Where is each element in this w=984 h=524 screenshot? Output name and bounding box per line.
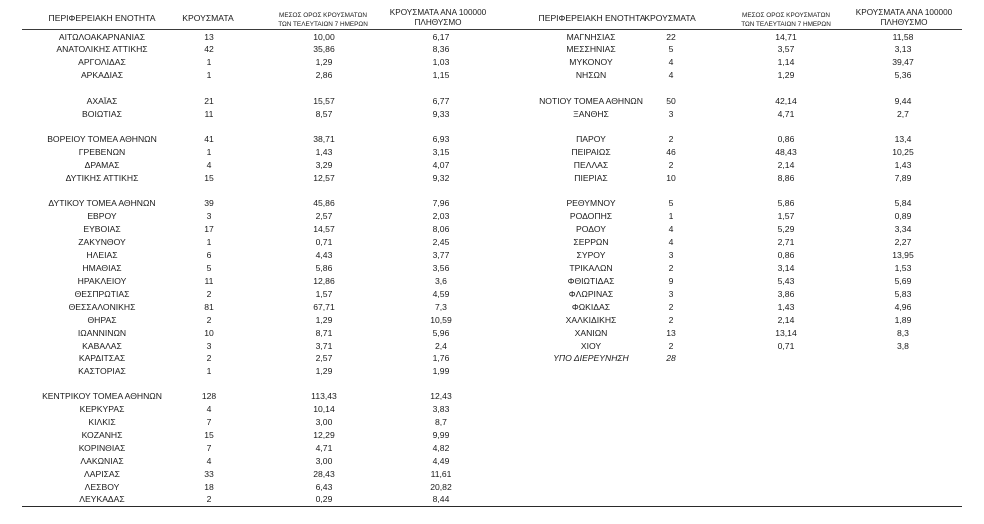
- left-cell-region: ΛΑΚΩΝΙΑΣ: [80, 456, 124, 466]
- left-cell-avg7: 0,71: [315, 237, 333, 247]
- left-cell-region: ΚΑΒΑΛΑΣ: [82, 341, 122, 351]
- left-cell-region: ΘΕΣΣΑΛΟΝΙΚΗΣ: [68, 302, 136, 312]
- right-cell-region: ΠΕΙΡΑΙΩΣ: [571, 147, 611, 157]
- left-cell-avg7: 4,43: [315, 250, 333, 260]
- left-cell-avg7: 67,71: [313, 302, 335, 312]
- left-cell-per100k: 3,83: [432, 404, 450, 414]
- left-header-avg7: [258, 11, 388, 29]
- left-cell-region: ΘΕΣΠΡΩΤΙΑΣ: [74, 289, 130, 299]
- left-header-per100k: [376, 8, 500, 28]
- left-cell-avg7: 3,00: [315, 417, 333, 427]
- left-cell-region: ΗΜΑΘΙΑΣ: [82, 263, 122, 273]
- left-cell-cases: 2: [206, 315, 212, 325]
- left-cell-per100k: 20,82: [430, 482, 452, 492]
- left-cell-region: ΒΟΙΩΤΙΑΣ: [82, 109, 122, 119]
- left-header-avg7-line2: ΤΩΝ ΤΕΛΕΥΤΑΙΩΝ 7 ΗΜΕΡΩΝ: [278, 21, 368, 28]
- right-header-per100k-line1: ΚΡΟΥΣΜΑΤΑ ΑΝΑ 100000: [855, 8, 953, 17]
- left-cell-region: ΑΝΑΤΟΛΙΚΗΣ ΑΤΤΙΚΗΣ: [56, 44, 148, 54]
- left-cell-per100k: 7,96: [432, 198, 450, 208]
- left-cell-avg7: 5,86: [315, 263, 333, 273]
- left-cell-cases: 2: [206, 353, 212, 363]
- right-cell-cases: 5: [668, 198, 674, 208]
- right-cell-per100k: 2,27: [894, 237, 912, 247]
- left-cell-cases: 1: [206, 57, 212, 67]
- right-cell-cases: 2: [668, 160, 674, 170]
- right-cell-per100k: 8,3: [897, 328, 909, 338]
- left-cell-cases: 15: [204, 430, 214, 440]
- right-cell-per100k: 5,84: [894, 198, 912, 208]
- right-cell-avg7: 1,14: [777, 57, 795, 67]
- right-cell-cases: 22: [666, 32, 676, 42]
- left-cell-cases: 21: [204, 96, 214, 106]
- left-cell-cases: 1: [206, 147, 212, 157]
- left-cell-avg7: 1,29: [315, 366, 333, 376]
- right-header-region: ΠΕΡΙΦΕΡΕΙΑΚΗ ΕΝΟΤΗΤΑ: [538, 13, 646, 23]
- right-cell-avg7: 3,86: [777, 289, 795, 299]
- left-cell-per100k: 6,17: [432, 32, 450, 42]
- left-cell-avg7: 8,57: [315, 109, 333, 119]
- left-cell-region: ΑΡΓΟΛΙΔΑΣ: [78, 57, 126, 67]
- left-cell-region: ΚΟΡΙΝΘΙΑΣ: [78, 443, 126, 453]
- right-cell-avg7: 4,71: [777, 109, 795, 119]
- right-cell-cases: 28: [666, 353, 676, 363]
- right-cell-avg7: 42,14: [775, 96, 797, 106]
- right-cell-cases: 4: [668, 237, 674, 247]
- right-header-avg7: [726, 11, 846, 29]
- left-cell-region: ΚΑΡΔΙΤΣΑΣ: [78, 353, 126, 363]
- left-cell-avg7: 28,43: [313, 469, 335, 479]
- left-cell-per100k: 7,3: [435, 302, 447, 312]
- left-cell-per100k: 1,99: [432, 366, 450, 376]
- left-cell-per100k: 3,15: [432, 147, 450, 157]
- right-cell-region: ΜΥΚΟΝΟΥ: [569, 57, 613, 67]
- left-cell-region: ΛΑΡΙΣΑΣ: [84, 469, 120, 479]
- left-cell-avg7: 1,29: [315, 57, 333, 67]
- left-cell-per100k: 2,4: [435, 341, 447, 351]
- right-cell-region: ΡΟΔΟΥ: [576, 224, 606, 234]
- left-cell-per100k: 8,06: [432, 224, 450, 234]
- left-cell-region: ΒΟΡΕΙΟΥ ΤΟΜΕΑ ΑΘΗΝΩΝ: [47, 134, 157, 144]
- left-cell-per100k: 6,77: [432, 96, 450, 106]
- left-cell-cases: 81: [204, 302, 214, 312]
- right-cell-per100k: 3,8: [897, 341, 909, 351]
- right-cell-cases: 9: [668, 276, 674, 286]
- right-cell-per100k: 7,89: [894, 173, 912, 183]
- right-header-per100k-line2: ΠΛΗΘΥΣΜΟ: [880, 18, 928, 27]
- left-cell-avg7: 12,86: [313, 276, 335, 286]
- right-header-avg7-line2: ΤΩΝ ΤΕΛΕΥΤΑΙΩΝ 7 ΗΜΕΡΩΝ: [741, 21, 831, 28]
- left-cell-cases: 4: [206, 160, 212, 170]
- left-header-avg7-line1: ΜΕΣΟΣ ΟΡΟΣ ΚΡΟΥΣΜΑΤΩΝ: [279, 12, 367, 19]
- left-cell-region: ΚΑΣΤΟΡΙΑΣ: [78, 366, 126, 376]
- left-cell-per100k: 12,43: [430, 391, 452, 401]
- left-cell-per100k: 8,7: [435, 417, 447, 427]
- left-cell-avg7: 12,57: [313, 173, 335, 183]
- right-cell-cases: 50: [666, 96, 676, 106]
- right-cell-region: ΧΙΟΥ: [580, 341, 602, 351]
- left-cell-cases: 13: [204, 32, 214, 42]
- left-cell-region: ΖΑΚΥΝΘΟΥ: [78, 237, 126, 247]
- right-cell-per100k: 4,96: [894, 302, 912, 312]
- right-cell-region: ΜΑΓΝΗΣΙΑΣ: [566, 32, 616, 42]
- left-cell-cases: 2: [206, 289, 212, 299]
- left-cell-region: ΚΕΝΤΡΙΚΟΥ ΤΟΜΕΑ ΑΘΗΝΩΝ: [42, 391, 162, 401]
- left-cell-avg7: 38,71: [313, 134, 335, 144]
- right-cell-region: ΠΕΛΛΑΣ: [573, 160, 609, 170]
- right-cell-avg7: 3,14: [777, 263, 795, 273]
- right-cell-per100k: 2,7: [897, 109, 909, 119]
- left-cell-cases: 7: [206, 417, 212, 427]
- right-cell-cases: 2: [668, 302, 674, 312]
- right-cell-avg7: 1,43: [777, 302, 795, 312]
- right-cell-avg7: 2,71: [777, 237, 795, 247]
- right-cell-per100k: 5,69: [894, 276, 912, 286]
- right-cell-cases: 13: [666, 328, 676, 338]
- left-cell-cases: 1: [206, 366, 212, 376]
- left-cell-avg7: 0,29: [315, 494, 333, 504]
- left-header-region: ΠΕΡΙΦΕΡΕΙΑΚΗ ΕΝΟΤΗΤΑ: [48, 13, 156, 23]
- left-cell-per100k: 6,93: [432, 134, 450, 144]
- left-cell-avg7: 2,57: [315, 353, 333, 363]
- left-cell-region: ΓΡΕΒΕΝΩΝ: [78, 147, 126, 157]
- left-cell-cases: 11: [204, 276, 214, 286]
- left-cell-avg7: 1,29: [315, 315, 333, 325]
- left-cell-cases: 3: [206, 341, 212, 351]
- left-cell-region: ΔΥΤΙΚΟΥ ΤΟΜΕΑ ΑΘΗΝΩΝ: [48, 198, 156, 208]
- left-cell-cases: 6: [206, 250, 212, 260]
- left-cell-cases: 3: [206, 211, 212, 221]
- left-cell-avg7: 12,29: [313, 430, 335, 440]
- left-cell-cases: 39: [204, 198, 214, 208]
- left-cell-cases: 18: [204, 482, 214, 492]
- right-cell-region: ΠΙΕΡΙΑΣ: [574, 173, 608, 183]
- left-cell-region: ΗΡΑΚΛΕΙΟΥ: [77, 276, 127, 286]
- right-cell-region: ΦΩΚΙΔΑΣ: [571, 302, 611, 312]
- right-cell-cases: 4: [668, 70, 674, 80]
- right-cell-cases: 1: [668, 211, 674, 221]
- left-cell-per100k: 4,82: [432, 443, 450, 453]
- right-cell-region: ΡΟΔΟΠΗΣ: [569, 211, 613, 221]
- left-cell-cases: 4: [206, 404, 212, 414]
- left-cell-region: ΑΙΤΩΛΟΑΚΑΡΝΑΝΙΑΣ: [58, 32, 146, 42]
- left-cell-cases: 11: [204, 109, 214, 119]
- right-cell-cases: 3: [668, 250, 674, 260]
- left-cell-per100k: 10,59: [430, 315, 452, 325]
- left-cell-cases: 4: [206, 456, 212, 466]
- left-cell-cases: 41: [204, 134, 214, 144]
- right-cell-per100k: 3,34: [894, 224, 912, 234]
- right-cell-avg7: 2,14: [777, 315, 795, 325]
- left-cell-per100k: 8,44: [432, 494, 450, 504]
- right-cell-cases: 2: [668, 341, 674, 351]
- right-cell-cases: 5: [668, 44, 674, 54]
- right-cell-avg7: 3,57: [777, 44, 795, 54]
- left-cell-per100k: 5,96: [432, 328, 450, 338]
- left-cell-region: ΕΒΡΟΥ: [87, 211, 117, 221]
- right-cell-cases: 2: [668, 134, 674, 144]
- right-cell-region: ΡΕΘΥΜΝΟΥ: [566, 198, 616, 208]
- left-cell-avg7: 8,71: [315, 328, 333, 338]
- left-cell-avg7: 113,43: [311, 391, 337, 401]
- left-cell-cases: 15: [204, 173, 214, 183]
- left-cell-per100k: 3,6: [435, 276, 447, 286]
- left-cell-per100k: 3,56: [432, 263, 450, 273]
- left-cell-per100k: 1,15: [432, 70, 450, 80]
- right-cell-avg7: 1,57: [777, 211, 795, 221]
- right-cell-region: ΦΘΙΩΤΙΔΑΣ: [567, 276, 615, 286]
- right-cell-per100k: 5,83: [894, 289, 912, 299]
- left-cell-cases: 1: [206, 237, 212, 247]
- left-cell-region: ΗΛΕΙΑΣ: [86, 250, 118, 260]
- right-cell-region: ΦΛΩΡΙΝΑΣ: [568, 289, 614, 299]
- right-cell-per100k: 13,4: [894, 134, 912, 144]
- right-cell-avg7: 0,86: [777, 250, 795, 260]
- right-header-cases: ΚΡΟΥΣΜΑΤΑ: [644, 13, 696, 23]
- left-cell-per100k: 1,76: [432, 353, 450, 363]
- left-header-per100k-line1: ΚΡΟΥΣΜΑΤΑ ΑΝΑ 100000: [389, 8, 487, 17]
- right-cell-region: ΧΑΛΚΙΔΙΚΗΣ: [565, 315, 617, 325]
- right-cell-avg7: 48,43: [775, 147, 797, 157]
- left-cell-avg7: 10,14: [313, 404, 335, 414]
- right-cell-avg7: 5,43: [777, 276, 795, 286]
- left-cell-cases: 7: [206, 443, 212, 453]
- left-cell-per100k: 9,32: [432, 173, 450, 183]
- left-cell-avg7: 4,71: [315, 443, 333, 453]
- left-cell-cases: 2: [206, 494, 212, 504]
- right-cell-region: ΞΑΝΘΗΣ: [573, 109, 609, 119]
- right-cell-region: ΠΑΡΟΥ: [576, 134, 606, 144]
- right-cell-cases: 2: [668, 263, 674, 273]
- left-cell-region: ΙΩΑΝΝΙΝΩΝ: [77, 328, 127, 338]
- right-cell-region: ΧΑΝΙΩΝ: [574, 328, 608, 338]
- left-cell-region: ΚΟΖΑΝΗΣ: [81, 430, 123, 440]
- left-cell-avg7: 1,57: [315, 289, 333, 299]
- right-cell-avg7: 5,29: [777, 224, 795, 234]
- left-cell-per100k: 4,59: [432, 289, 450, 299]
- left-cell-cases: 17: [204, 224, 214, 234]
- left-cell-cases: 10: [204, 328, 214, 338]
- left-cell-cases: 5: [206, 263, 212, 273]
- left-cell-per100k: 9,33: [432, 109, 450, 119]
- table-bottom-rule: [22, 506, 962, 507]
- right-cell-region: ΥΠΟ ΔΙΕΡΕΥΝΗΣΗ: [553, 353, 629, 363]
- left-cell-avg7: 15,57: [313, 96, 335, 106]
- left-cell-per100k: 3,77: [432, 250, 450, 260]
- left-cell-region: ΔΥΤΙΚΗΣ ΑΤΤΙΚΗΣ: [65, 173, 139, 183]
- left-cell-avg7: 6,43: [315, 482, 333, 492]
- left-cell-region: ΘΗΡΑΣ: [87, 315, 117, 325]
- right-header-avg7-line1: ΜΕΣΟΣ ΟΡΟΣ ΚΡΟΥΣΜΑΤΩΝ: [742, 12, 830, 19]
- left-cell-avg7: 1,43: [315, 147, 333, 157]
- right-cell-cases: 3: [668, 289, 674, 299]
- right-cell-per100k: 39,47: [892, 57, 914, 67]
- left-cell-region: ΑΡΚΑΔΙΑΣ: [80, 70, 124, 80]
- left-cell-avg7: 2,57: [315, 211, 333, 221]
- left-cell-per100k: 9,99: [432, 430, 450, 440]
- left-cell-per100k: 4,49: [432, 456, 450, 466]
- right-cell-region: ΝΟΤΙΟΥ ΤΟΜΕΑ ΑΘΗΝΩΝ: [539, 96, 643, 106]
- right-cell-avg7: 14,71: [775, 32, 797, 42]
- right-cell-cases: 3: [668, 109, 674, 119]
- left-cell-region: ΕΥΒΟΙΑΣ: [83, 224, 121, 234]
- left-cell-avg7: 2,86: [315, 70, 333, 80]
- left-cell-per100k: 4,07: [432, 160, 450, 170]
- left-cell-avg7: 14,57: [313, 224, 335, 234]
- left-cell-per100k: 8,36: [432, 44, 450, 54]
- left-cell-region: ΔΡΑΜΑΣ: [84, 160, 120, 170]
- right-cell-region: ΜΕΣΣΗΝΙΑΣ: [566, 44, 616, 54]
- left-cell-avg7: 3,71: [315, 341, 333, 351]
- right-cell-cases: 2: [668, 315, 674, 325]
- left-cell-avg7: 45,86: [313, 198, 335, 208]
- right-cell-cases: 4: [668, 57, 674, 67]
- left-cell-cases: 1: [206, 70, 212, 80]
- right-cell-per100k: 5,36: [894, 70, 912, 80]
- left-cell-region: ΚΕΡΚΥΡΑΣ: [79, 404, 125, 414]
- left-cell-per100k: 1,03: [432, 57, 450, 67]
- right-cell-region: ΣΕΡΡΩΝ: [573, 237, 609, 247]
- left-cell-cases: 128: [201, 391, 217, 401]
- left-cell-region: ΛΕΥΚΑΔΑΣ: [79, 494, 125, 504]
- right-cell-cases: 4: [668, 224, 674, 234]
- left-header-per100k-line2: ΠΛΗΘΥΣΜΟ: [414, 18, 462, 27]
- right-cell-cases: 10: [666, 173, 676, 183]
- right-cell-per100k: 9,44: [894, 96, 912, 106]
- left-cell-per100k: 2,45: [432, 237, 450, 247]
- right-cell-avg7: 8,86: [777, 173, 795, 183]
- right-cell-avg7: 5,86: [777, 198, 795, 208]
- left-cell-region: ΚΙΛΚΙΣ: [88, 417, 116, 427]
- right-cell-per100k: 0,89: [894, 211, 912, 221]
- left-cell-avg7: 10,00: [313, 32, 335, 42]
- left-header-cases: ΚΡΟΥΣΜΑΤΑ: [182, 13, 234, 23]
- right-cell-per100k: 1,89: [894, 315, 912, 325]
- header-underline: [22, 29, 962, 30]
- right-cell-per100k: 1,53: [894, 263, 912, 273]
- left-cell-region: ΛΕΣΒΟΥ: [84, 482, 120, 492]
- right-cell-region: ΤΡΙΚΑΛΩΝ: [569, 263, 613, 273]
- left-cell-region: ΑΧΑΪΑΣ: [86, 96, 118, 106]
- right-cell-region: ΣΥΡΟΥ: [576, 250, 606, 260]
- right-cell-per100k: 11,58: [892, 32, 914, 42]
- left-cell-per100k: 11,61: [430, 469, 452, 479]
- left-cell-per100k: 2,03: [432, 211, 450, 221]
- right-cell-cases: 46: [666, 147, 676, 157]
- right-cell-region: ΝΗΣΩΝ: [575, 70, 607, 80]
- right-cell-avg7: 13,14: [775, 328, 797, 338]
- right-cell-avg7: 0,86: [777, 134, 795, 144]
- right-header-per100k: [842, 8, 966, 28]
- left-cell-avg7: 3,29: [315, 160, 333, 170]
- left-cell-avg7: 35,86: [313, 44, 335, 54]
- right-cell-avg7: 0,71: [777, 341, 795, 351]
- right-cell-avg7: 1,29: [777, 70, 795, 80]
- right-cell-per100k: 1,43: [894, 160, 912, 170]
- right-cell-per100k: 13,95: [892, 250, 914, 260]
- right-cell-per100k: 3,13: [894, 44, 912, 54]
- left-cell-avg7: 3,00: [315, 456, 333, 466]
- right-cell-avg7: 2,14: [777, 160, 795, 170]
- left-cell-cases: 42: [204, 44, 214, 54]
- left-cell-cases: 33: [204, 469, 214, 479]
- right-cell-per100k: 10,25: [892, 147, 914, 157]
